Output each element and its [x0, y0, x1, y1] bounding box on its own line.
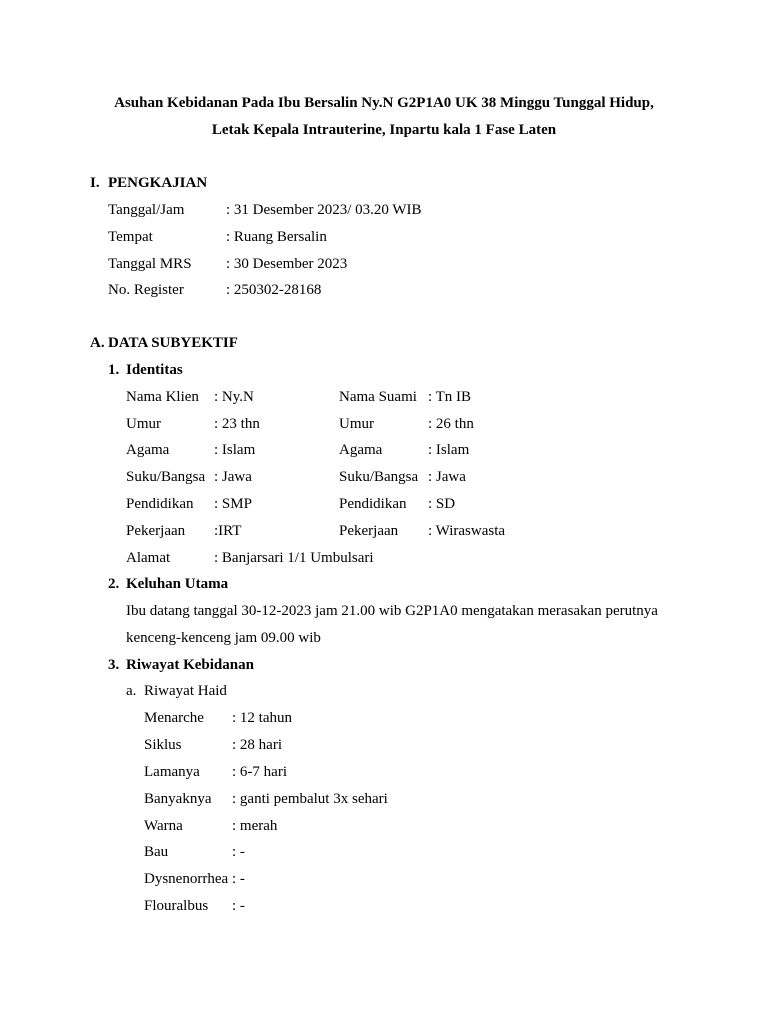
tempat-label: Tempat	[108, 229, 153, 245]
siklus-value: : 28 hari	[232, 737, 282, 753]
pekerjaan-suami-label: Pekerjaan	[339, 523, 399, 539]
suku-suami-value: : Jawa	[428, 469, 466, 485]
nama-klien-label: Nama Klien	[126, 389, 199, 405]
alamat-value: : Banjarsari 1/1 Umbulsari	[214, 550, 374, 566]
pendidikan-klien-label: Pendidikan	[126, 496, 194, 512]
riwayat-heading: Riwayat Kebidanan	[126, 657, 254, 673]
keluhan-text-line-1: Ibu datang tanggal 30-12-2023 jam 21.00 wib G2P1A0 mengatakan merasakan perutnya	[126, 603, 658, 619]
no-register-value: : 250302-28168	[226, 282, 322, 298]
menarche-value: : 12 tahun	[232, 710, 292, 726]
identitas-number: 1.	[108, 362, 120, 378]
suku-klien-value: : Jawa	[214, 469, 252, 485]
pekerjaan-suami-value: : Wiraswasta	[428, 523, 506, 539]
document-title-line-2: Letak Kepala Intrauterine, Inpartu kala 1 Fase Laten	[211, 122, 557, 138]
menarche-label: Menarche	[144, 710, 204, 726]
tanggal-jam-label: Tanggal/Jam	[108, 202, 185, 218]
pendidikan-suami-value: : SD	[428, 496, 456, 512]
keluhan-number: 2.	[108, 576, 120, 592]
pendidikan-klien-value: : SMP	[214, 496, 252, 512]
warna-value: : merah	[232, 818, 278, 834]
dysmenorrhea-value: : -	[232, 871, 245, 887]
pendidikan-suami-label: Pendidikan	[339, 496, 407, 512]
banyaknya-value: : ganti pembalut 3x sehari	[232, 791, 388, 807]
agama-suami-label: Agama	[339, 442, 383, 458]
suku-suami-label: Suku/Bangsa	[339, 469, 419, 485]
bau-value: : -	[232, 844, 245, 860]
lamanya-value: : 6-7 hari	[232, 764, 287, 780]
umur-klien-value: : 23 thn	[214, 416, 260, 432]
tanggal-mrs-label: Tanggal MRS	[108, 256, 192, 272]
no-register-label: No. Register	[108, 282, 184, 298]
agama-klien-label: Agama	[126, 442, 170, 458]
umur-suami-value: : 26 thn	[428, 416, 474, 432]
keluhan-text-line-2: kenceng-kenceng jam 09.00 wib	[126, 630, 321, 646]
agama-suami-value: : Islam	[428, 442, 470, 458]
identitas-heading: Identitas	[126, 362, 183, 378]
riwayat-haid-heading: Riwayat Haid	[144, 683, 227, 699]
keluhan-heading: Keluhan Utama	[126, 576, 229, 592]
nama-suami-value: : Tn IB	[428, 389, 472, 405]
flouralbus-value: : -	[232, 898, 245, 914]
pekerjaan-klien-value: :IRT	[214, 523, 242, 539]
suku-klien-label: Suku/Bangsa	[126, 469, 206, 485]
pekerjaan-klien-label: Pekerjaan	[126, 523, 186, 539]
dysmenorrhea-label: Dysnenorrhea	[144, 871, 229, 887]
agama-klien-value: : Islam	[214, 442, 256, 458]
nama-klien-value: : Ny.N	[214, 389, 254, 405]
umur-klien-label: Umur	[126, 416, 161, 432]
flouralbus-label: Flouralbus	[144, 898, 209, 914]
tanggal-mrs-value: : 30 Desember 2023	[226, 256, 348, 272]
lamanya-label: Lamanya	[144, 764, 200, 780]
nama-suami-label: Nama Suami	[339, 389, 417, 405]
alamat-label: Alamat	[126, 550, 171, 566]
riwayat-haid-letter: a.	[126, 683, 137, 699]
section-a-heading: DATA SUBYEKTIF	[108, 335, 238, 351]
riwayat-number: 3.	[108, 657, 120, 673]
section-1-number: I.	[90, 175, 100, 191]
banyaknya-label: Banyaknya	[144, 791, 212, 807]
siklus-label: Siklus	[144, 737, 182, 753]
section-1-heading: PENGKAJIAN	[108, 175, 208, 191]
bau-label: Bau	[144, 844, 169, 860]
document-title-line-1: Asuhan Kebidanan Pada Ibu Bersalin Ny.N G2P1A0 UK 38 Minggu Tunggal Hidup,	[114, 95, 654, 111]
section-a-number: A.	[90, 335, 105, 351]
warna-label: Warna	[144, 818, 183, 834]
umur-suami-label: Umur	[339, 416, 374, 432]
tempat-value: : Ruang Bersalin	[226, 229, 327, 245]
tanggal-jam-value: : 31 Desember 2023/ 03.20 WIB	[226, 202, 422, 218]
